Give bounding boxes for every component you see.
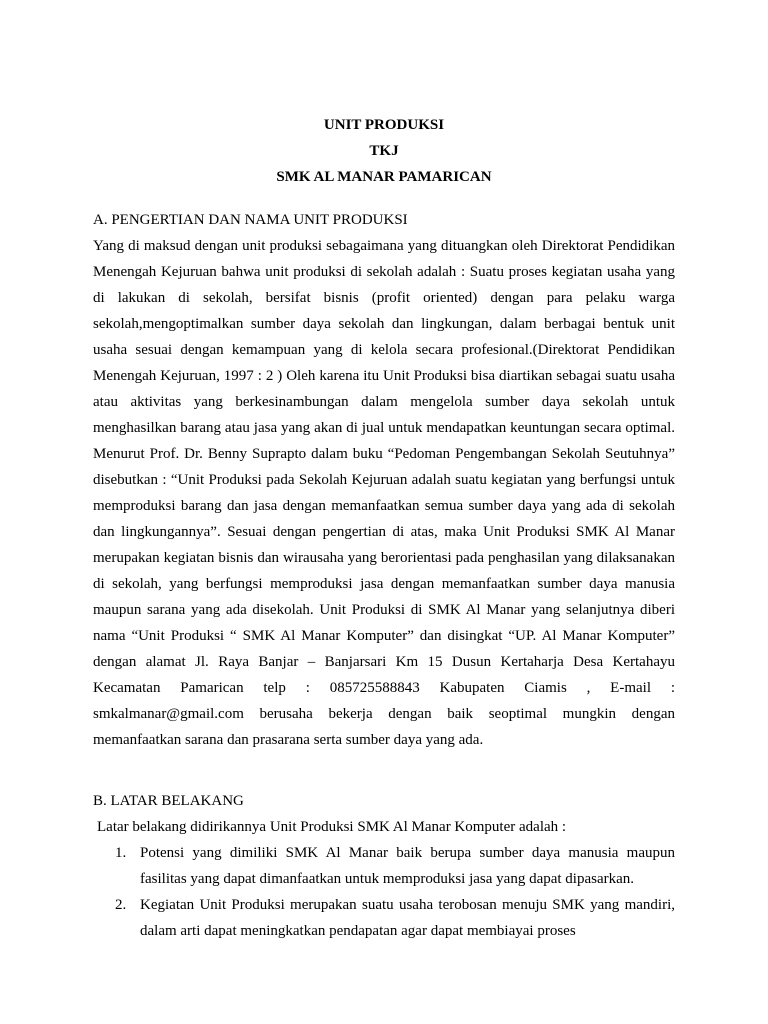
list-item (93, 840, 675, 892)
section-b-list (93, 840, 675, 944)
title-line-tkj: TKJ (369, 143, 399, 159)
list-item (93, 892, 675, 944)
document-title (0, 112, 768, 190)
list-item-text: Kegiatan Unit Produksi merupakan suatu usaha terobosan menuju SMK yang mandiri, dalam arti dapat meningkatkan pendapatan agar dapat membiayai proses (140, 897, 675, 939)
section-b-heading: B. LATAR BELAKANG (93, 793, 244, 809)
list-item-number: 1. (115, 845, 127, 861)
section-a-heading: A. PENGERTIAN DAN NAMA UNIT PRODUKSI (93, 212, 408, 228)
list-item-text: Potensi yang dimiliki SMK Al Manar baik berupa sumber daya manusia maupun fasilitas yang dapat dimanfaatkan untuk memproduksi jasa yang dapat dipasarkan. (140, 845, 675, 887)
section-a-body: Yang di maksud dengan unit produksi sebagaimana yang dituangkan oleh Direktorat Pendidikan Menengah Kejuruan bahwa unit produksi di sekolah adalah : Suatu proses kegiatan usaha yang di lakukan di sekolah, bersifat bisnis (profit oriented) dengan para pelaku warga sekolah,mengoptimalkan sumber daya sekolah dan lingkungan, dalam berbagai bentuk unit usaha sesuai dengan kemampuan yang di kelola secara profesional.(Direktorat Pendidikan Menengah Kejuruan, 1997 : 2 ) Oleh karena itu Unit Produksi bisa diartikan sebagai suatu usaha atau aktivitas yang berkesinambungan dalam mengelola sumber daya sekolah untuk menghasilkan barang atau jasa yang akan di jual untuk mendapatkan keuntungan secara optimal. Menurut Prof. Dr. Benny Suprapto dalam buku “Pedoman Pengembangan Sekolah Seutuhnya” disebutkan : “Unit Produksi pada Sekolah Kejuruan adalah suatu kegiatan yang berfungsi untuk memproduksi barang dan jasa dengan memanfaatkan semua sumber daya yang ada di sekolah dan lingkungannya”. Sesuai dengan pengertian di atas, maka Unit Produksi SMK Al Manar merupakan kegiatan bisnis dan wirausaha yang berorientasi pada penghasilan yang dilaksanakan di sekolah, yang berfungsi memproduksi jasa dengan memanfaatkan sumber daya manusia maupun sarana yang ada disekolah. Unit Produksi di SMK Al Manar yang selanjutnya diberi nama “Unit Produksi “ SMK Al Manar Komputer” dan disingkat “UP. Al Manar Komputer” dengan alamat Jl. Raya Banjar – Banjarsari Km 15 Dusun Kertaharja Desa Kertahayu Kecamatan Pamarican telp : 085725588843 Kabupaten Ciamis , E-mail : smkalmanar@gmail.com berusaha bekerja dengan baik seoptimal mungkin dengan memanfaatkan sarana dan prasarana serta sumber daya yang ada. (93, 238, 675, 748)
section-b-intro: Latar belakang didirikannya Unit Produksi SMK Al Manar Komputer adalah : (97, 819, 567, 835)
title-line-unit-produksi: UNIT PRODUKSI (323, 117, 445, 133)
title-line-school: SMK AL MANAR PAMARICAN (276, 169, 492, 185)
list-item-number: 2. (115, 897, 127, 913)
